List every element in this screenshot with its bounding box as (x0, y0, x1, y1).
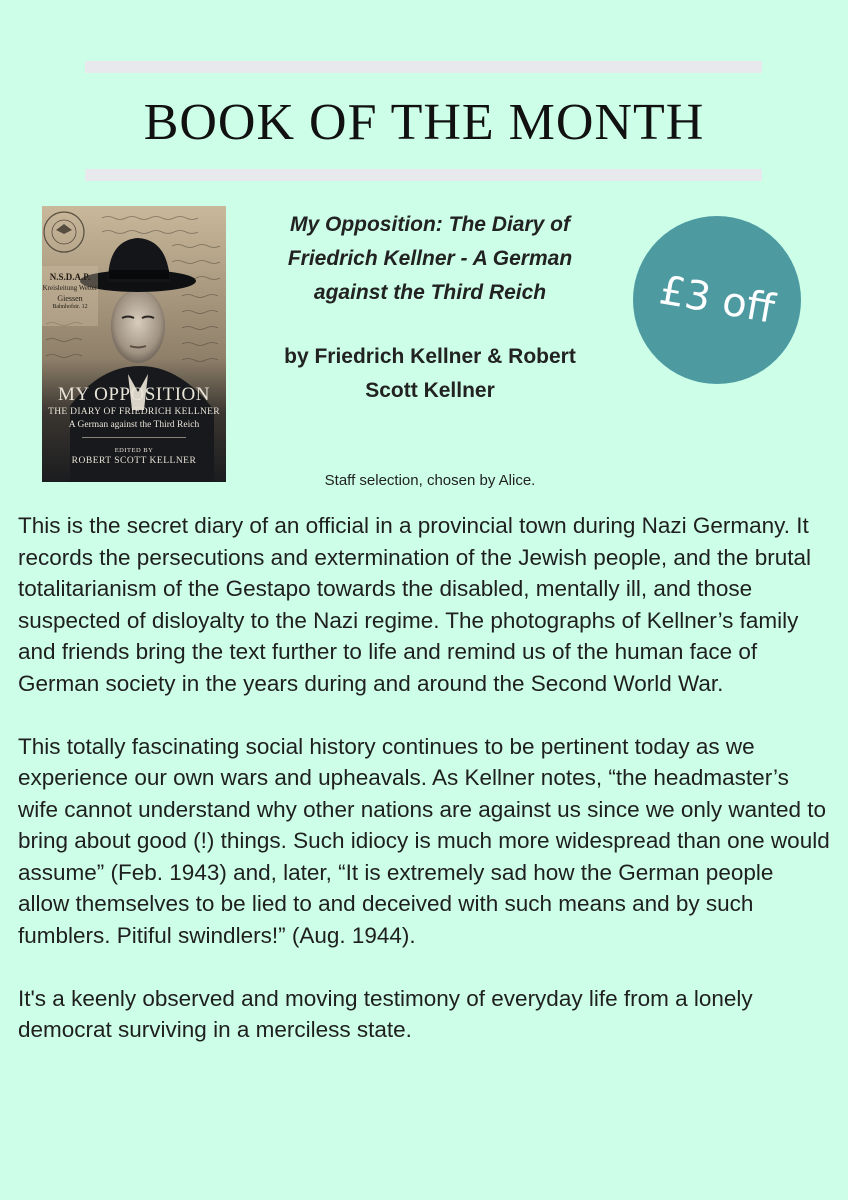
book-authors: by Friedrich Kellner & Robert Scott Kellner (284, 345, 576, 402)
cover-editor: ROBERT SCOTT KELLNER (71, 456, 197, 466)
cover-tagline: A German against the Third Reich (68, 420, 200, 430)
top-divider (85, 61, 762, 73)
cover-edited-by: EDITED BY (114, 447, 154, 454)
cover-artwork (42, 206, 226, 482)
discount-badge (633, 216, 801, 384)
cover-stamp-line-1: N.S.D.A.P. (49, 272, 91, 282)
cover-subtitle: THE DIARY OF FRIEDRICH KELLNER (48, 407, 220, 417)
description-paragraph: This is the secret diary of an official in a provincial town during Nazi Germany. It records the persecutions and extermination of the Jewish people, and the brutal totalitarianism of the Gestapo towards the disabled, mentally ill, and those suspected of disloyalty to the Nazi regime. The photographs of Kellner’s family and friends bring the text further to life and remind us of the human face of German society in the years during and around the Second World War. (18, 513, 811, 696)
description-paragraph: It's a keenly observed and moving testimony of everyday life from a lonely democrat surviving in a merciless state. (18, 985, 753, 1042)
discount-label: £3 off (656, 267, 778, 333)
cover-stamp-line-2: Kreisleitung Wetter (42, 284, 98, 292)
staff-selection-note: Staff selection, chosen by Alice. (324, 472, 536, 489)
book-description (18, 510, 830, 1077)
cover-divider (82, 437, 186, 438)
description-paragraph: This totally fascinating social history continues to be pertinent today as we experience our own wars and upheavals. As Kellner notes, “the headmaster’s wife cannot understand why other nations are against us since we only wanted to bring about good (!) things. Such idiocy is much more widespread than one would assume” (Feb. 1943) and, later, “It is extremely sad how the German people allow themselves to be lied to and deceived with such means and by such fumblers. Pitiful swindlers!” (Aug. 1944). (18, 733, 830, 948)
book-cover-image (42, 206, 226, 482)
page-title: BOOK OF THE MONTH (143, 94, 705, 151)
book-info (280, 208, 580, 408)
cover-stamp-line-3: Giessen (57, 294, 83, 303)
cover-title: MY OPPOSITION (57, 384, 210, 405)
cover-stamp-line-4: Bahnhofstr. 12 (52, 304, 88, 310)
bottom-divider (85, 169, 762, 181)
book-title: My Opposition: The Diary of Friedrich Kellner - A German against the Third Reich (287, 213, 573, 304)
